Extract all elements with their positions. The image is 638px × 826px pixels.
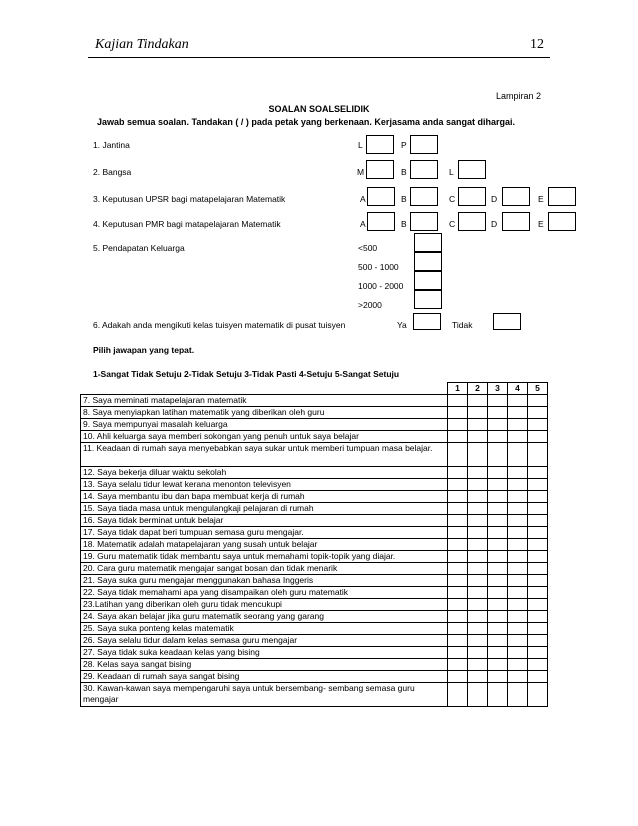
rating-cell-5[interactable] <box>528 443 548 467</box>
rating-cell-4[interactable] <box>508 599 528 611</box>
statement-cell: 14. Saya membantu ibu dan bapa membuat kerja di rumah <box>81 491 448 503</box>
rating-cell-5[interactable] <box>528 611 548 623</box>
rating-cell-2[interactable] <box>468 671 488 683</box>
q3-checkbox-e[interactable] <box>548 187 576 206</box>
q4-option-b: B <box>401 219 407 229</box>
rating-cell-1[interactable] <box>448 587 468 599</box>
q4-option-c: C <box>449 219 456 229</box>
rating-cell-4[interactable] <box>508 419 528 431</box>
statement-cell: 9. Saya mempunyai masalah keluarga <box>81 419 448 431</box>
rating-cell-5[interactable] <box>528 587 548 599</box>
q4-checkbox-e[interactable] <box>548 212 576 231</box>
rating-cell-5[interactable] <box>528 599 548 611</box>
table-row <box>81 623 548 635</box>
rating-cell-4[interactable] <box>508 395 528 407</box>
statement-cell: 22. Saya tidak memahami apa yang disampaikan oleh guru matematik <box>81 587 448 599</box>
rating-cell-1[interactable] <box>448 515 468 527</box>
rating-cell-1[interactable] <box>448 419 468 431</box>
rating-cell-2[interactable] <box>468 659 488 671</box>
q6-label: 6. Adakah anda mengikuti kelas tuisyen matematik di pusat tuisyen <box>93 320 346 330</box>
q2-checkbox-b[interactable] <box>410 160 438 179</box>
statement-cell: 24. Saya akan belajar jika guru matematik seorang yang garang <box>81 611 448 623</box>
rating-cell-5[interactable] <box>528 527 548 539</box>
rating-cell-2[interactable] <box>468 443 488 467</box>
rating-cell-2[interactable] <box>468 539 488 551</box>
rating-cell-5[interactable] <box>528 551 548 563</box>
table-row <box>81 647 548 659</box>
q5-option-2: 500 - 1000 <box>358 262 399 272</box>
table-row <box>81 611 548 623</box>
rating-cell-2[interactable] <box>468 503 488 515</box>
rating-cell-1[interactable] <box>448 479 468 491</box>
rating-cell-1[interactable] <box>448 503 468 515</box>
rating-cell-5[interactable] <box>528 659 548 671</box>
rating-cell-2[interactable] <box>468 683 488 707</box>
likert-header-blank <box>81 383 448 395</box>
rating-cell-3[interactable] <box>488 419 508 431</box>
rating-cell-1[interactable] <box>448 491 468 503</box>
statement-cell: 30. Kawan-kawan saya mempengaruhi saya untuk bersembang- sembang semasa guru mengajar <box>81 683 448 707</box>
rating-cell-3[interactable] <box>488 431 508 443</box>
table-row <box>81 503 548 515</box>
rating-cell-4[interactable] <box>508 527 528 539</box>
rating-cell-1[interactable] <box>448 647 468 659</box>
statement-cell: 18. Matematik adalah matapelajaran yang susah untuk belajar <box>81 539 448 551</box>
rating-cell-5[interactable] <box>528 479 548 491</box>
rating-cell-4[interactable] <box>508 467 528 479</box>
rating-cell-4[interactable] <box>508 407 528 419</box>
rating-cell-2[interactable] <box>468 575 488 587</box>
q3-option-b: B <box>401 194 407 204</box>
survey-instruction: Jawab semua soalan. Tandakan ( / ) pada petak yang berkenaan. Kerjasama anda sangat dihargai. <box>97 117 515 127</box>
q3-option-a: A <box>360 194 366 204</box>
header-title: Kajian Tindakan <box>95 37 189 52</box>
rating-cell-1[interactable] <box>448 551 468 563</box>
q4-checkbox-a[interactable] <box>367 212 395 231</box>
statement-cell: 23.Latihan yang diberikan oleh guru tidak mencukupi <box>81 599 448 611</box>
rating-cell-4[interactable] <box>508 575 528 587</box>
likert-prompt: Pilih jawapan yang tepat. <box>93 345 195 355</box>
q1-option-l: L <box>358 140 363 150</box>
q5-option-4: >2000 <box>358 300 382 310</box>
rating-cell-3[interactable] <box>488 575 508 587</box>
rating-cell-3[interactable] <box>488 515 508 527</box>
table-row <box>81 431 548 443</box>
rating-cell-4[interactable] <box>508 539 528 551</box>
likert-col-2: 2 <box>468 383 488 395</box>
q4-label: 4. Keputusan PMR bagi matapelajaran Matematik <box>93 219 281 229</box>
q4-option-d: D <box>491 219 498 229</box>
q4-option-e: E <box>538 219 544 229</box>
rating-cell-4[interactable] <box>508 503 528 515</box>
rating-cell-4[interactable] <box>508 635 528 647</box>
table-row <box>81 659 548 671</box>
rating-cell-1[interactable] <box>448 443 468 467</box>
q3-option-e: E <box>538 194 544 204</box>
likert-col-3: 3 <box>488 383 508 395</box>
q5-checkbox-2[interactable] <box>414 252 442 271</box>
rating-cell-3[interactable] <box>488 599 508 611</box>
header-divider <box>88 57 550 58</box>
likert-col-5: 5 <box>528 383 548 395</box>
statement-cell: 28. Kelas saya sangat bising <box>81 659 448 671</box>
rating-cell-3[interactable] <box>488 623 508 635</box>
statement-cell: 27. Saya tidak suka keadaan kelas yang bising <box>81 647 448 659</box>
table-row <box>81 635 548 647</box>
rating-cell-2[interactable] <box>468 419 488 431</box>
q4-checkbox-c[interactable] <box>458 212 486 231</box>
rating-cell-3[interactable] <box>488 527 508 539</box>
rating-cell-1[interactable] <box>448 611 468 623</box>
rating-cell-5[interactable] <box>528 647 548 659</box>
rating-cell-5[interactable] <box>528 539 548 551</box>
rating-cell-3[interactable] <box>488 635 508 647</box>
table-row <box>81 587 548 599</box>
rating-cell-2[interactable] <box>468 551 488 563</box>
rating-cell-4[interactable] <box>508 671 528 683</box>
rating-cell-3[interactable] <box>488 611 508 623</box>
q3-checkbox-c[interactable] <box>458 187 486 206</box>
likert-scale-legend: 1-Sangat Tidak Setuju 2-Tidak Setuju 3-Tidak Pasti 4-Setuju 5-Sangat Setuju <box>93 369 400 379</box>
rating-cell-4[interactable] <box>508 491 528 503</box>
q6-checkbox-ya[interactable] <box>413 313 441 330</box>
rating-cell-1[interactable] <box>448 563 468 575</box>
table-row <box>81 515 548 527</box>
rating-cell-5[interactable] <box>528 515 548 527</box>
rating-cell-4[interactable] <box>508 659 528 671</box>
rating-cell-5[interactable] <box>528 431 548 443</box>
q5-option-1: <500 <box>358 243 378 253</box>
q5-checkbox-1[interactable] <box>414 233 442 252</box>
rating-cell-2[interactable] <box>468 491 488 503</box>
rating-cell-4[interactable] <box>508 443 528 467</box>
rating-cell-4[interactable] <box>508 515 528 527</box>
table-row <box>81 491 548 503</box>
table-row <box>81 671 548 683</box>
q2-label: 2. Bangsa <box>93 167 132 177</box>
q2-checkbox-l[interactable] <box>458 160 486 179</box>
table-row <box>81 599 548 611</box>
table-row <box>81 479 548 491</box>
rating-cell-3[interactable] <box>488 395 508 407</box>
q4-checkbox-d[interactable] <box>502 212 530 231</box>
table-row <box>81 575 548 587</box>
statement-cell: 19. Guru matematik tidak membantu saya untuk memahami topik-topik yang diajar. <box>81 551 448 563</box>
q2-checkbox-m[interactable] <box>366 160 394 179</box>
q3-label: 3. Keputusan UPSR bagi matapelajaran Matematik <box>93 194 286 204</box>
rating-cell-2[interactable] <box>468 563 488 575</box>
table-row <box>81 683 548 707</box>
rating-cell-4[interactable] <box>508 479 528 491</box>
rating-cell-1[interactable] <box>448 527 468 539</box>
statement-cell: 11. Keadaan di rumah saya menyebabkan saya sukar untuk memberi tumpuan masa belajar. <box>81 443 448 467</box>
rating-cell-3[interactable] <box>488 503 508 515</box>
rating-cell-5[interactable] <box>528 623 548 635</box>
rating-cell-3[interactable] <box>488 407 508 419</box>
rating-cell-4[interactable] <box>508 683 528 707</box>
q4-option-a: A <box>360 219 366 229</box>
q6-option-tidak: Tidak <box>452 320 473 330</box>
rating-cell-3[interactable] <box>488 671 508 683</box>
table-row <box>81 563 548 575</box>
rating-cell-2[interactable] <box>468 407 488 419</box>
rating-cell-3[interactable] <box>488 443 508 467</box>
page-number: 12 <box>530 37 544 52</box>
rating-cell-3[interactable] <box>488 563 508 575</box>
rating-cell-1[interactable] <box>448 599 468 611</box>
statement-cell: 17. Saya tidak dapat beri tumpuan semasa guru mengajar. <box>81 527 448 539</box>
rating-cell-3[interactable] <box>488 587 508 599</box>
table-row <box>81 551 548 563</box>
rating-cell-3[interactable] <box>488 491 508 503</box>
rating-cell-3[interactable] <box>488 659 508 671</box>
rating-cell-1[interactable] <box>448 659 468 671</box>
table-row <box>81 527 548 539</box>
table-row <box>81 419 548 431</box>
rating-cell-3[interactable] <box>488 551 508 563</box>
rating-cell-5[interactable] <box>528 671 548 683</box>
statement-cell: 7. Saya meminati matapelajaran matematik <box>81 395 448 407</box>
q5-option-3: 1000 - 2000 <box>358 281 404 291</box>
q6-checkbox-tidak[interactable] <box>493 313 521 330</box>
rating-cell-2[interactable] <box>468 611 488 623</box>
rating-cell-3[interactable] <box>488 539 508 551</box>
rating-cell-2[interactable] <box>468 467 488 479</box>
q1-label: 1. Jantina <box>93 140 130 150</box>
rating-cell-1[interactable] <box>448 671 468 683</box>
q3-option-d: D <box>491 194 498 204</box>
rating-cell-1[interactable] <box>448 635 468 647</box>
likert-table <box>80 382 548 707</box>
rating-cell-2[interactable] <box>468 479 488 491</box>
rating-cell-4[interactable] <box>508 587 528 599</box>
statement-cell: 21. Saya suka guru mengajar menggunakan bahasa Inggeris <box>81 575 448 587</box>
rating-cell-5[interactable] <box>528 491 548 503</box>
likert-col-1: 1 <box>448 383 468 395</box>
rating-cell-3[interactable] <box>488 467 508 479</box>
rating-cell-1[interactable] <box>448 395 468 407</box>
rating-cell-2[interactable] <box>468 527 488 539</box>
statement-cell: 15. Saya tiada masa untuk mengulangkaji pelajaran di rumah <box>81 503 448 515</box>
survey-title: SOALAN SOALSELIDIK <box>268 104 370 114</box>
statement-cell: 12. Saya bekerja diluar waktu sekolah <box>81 467 448 479</box>
rating-cell-5[interactable] <box>528 575 548 587</box>
rating-cell-4[interactable] <box>508 551 528 563</box>
rating-cell-1[interactable] <box>448 623 468 635</box>
rating-cell-5[interactable] <box>528 395 548 407</box>
rating-cell-1[interactable] <box>448 683 468 707</box>
rating-cell-1[interactable] <box>448 539 468 551</box>
q1-checkbox-l[interactable] <box>366 135 394 154</box>
statement-cell: 29. Keadaan di rumah saya sangat bising <box>81 671 448 683</box>
q1-checkbox-p[interactable] <box>410 135 438 154</box>
rating-cell-4[interactable] <box>508 431 528 443</box>
q1-option-p: P <box>401 140 407 150</box>
rating-cell-5[interactable] <box>528 467 548 479</box>
rating-cell-5[interactable] <box>528 683 548 707</box>
q5-checkbox-3[interactable] <box>414 271 442 290</box>
rating-cell-2[interactable] <box>468 395 488 407</box>
table-row <box>81 407 548 419</box>
rating-cell-4[interactable] <box>508 623 528 635</box>
rating-cell-1[interactable] <box>448 407 468 419</box>
rating-cell-4[interactable] <box>508 563 528 575</box>
q3-checkbox-d[interactable] <box>502 187 530 206</box>
likert-col-4: 4 <box>508 383 528 395</box>
rating-cell-5[interactable] <box>528 419 548 431</box>
q6-option-ya: Ya <box>397 320 407 330</box>
q2-option-b: B <box>401 167 407 177</box>
q3-option-c: C <box>449 194 456 204</box>
rating-cell-1[interactable] <box>448 431 468 443</box>
rating-cell-2[interactable] <box>468 515 488 527</box>
statement-cell: 8. Saya menyiapkan latihan matematik yang diberikan oleh guru <box>81 407 448 419</box>
statement-cell: 10. Ahli keluarga saya memberi sokongan yang penuh untuk saya belajar <box>81 431 448 443</box>
table-row <box>81 443 548 467</box>
statement-cell: 16. Saya tidak berminat untuk belajar <box>81 515 448 527</box>
rating-cell-2[interactable] <box>468 623 488 635</box>
rating-cell-3[interactable] <box>488 479 508 491</box>
q2-option-l: L <box>449 167 454 177</box>
rating-cell-5[interactable] <box>528 635 548 647</box>
rating-cell-2[interactable] <box>468 647 488 659</box>
statement-cell: 25. Saya suka ponteng kelas matematik <box>81 623 448 635</box>
q4-checkbox-b[interactable] <box>410 212 438 231</box>
table-row <box>81 395 548 407</box>
rating-cell-2[interactable] <box>468 587 488 599</box>
appendix-label: Lampiran 2 <box>496 91 542 101</box>
rating-cell-1[interactable] <box>448 467 468 479</box>
q5-label: 5. Pendapatan Keluarga <box>93 243 185 253</box>
rating-cell-2[interactable] <box>468 599 488 611</box>
statement-cell: 13. Saya selalu tidur lewat kerana menonton televisyen <box>81 479 448 491</box>
table-row <box>81 467 548 479</box>
rating-cell-2[interactable] <box>468 635 488 647</box>
rating-cell-4[interactable] <box>508 611 528 623</box>
rating-cell-3[interactable] <box>488 683 508 707</box>
rating-cell-3[interactable] <box>488 647 508 659</box>
rating-cell-5[interactable] <box>528 503 548 515</box>
statement-cell: 20. Cara guru matematik mengajar sangat bosan dan tidak menarik <box>81 563 448 575</box>
q3-checkbox-b[interactable] <box>410 187 438 206</box>
q3-checkbox-a[interactable] <box>367 187 395 206</box>
rating-cell-2[interactable] <box>468 431 488 443</box>
likert-header-row <box>81 383 548 395</box>
rating-cell-1[interactable] <box>448 575 468 587</box>
table-row <box>81 539 548 551</box>
rating-cell-5[interactable] <box>528 563 548 575</box>
rating-cell-5[interactable] <box>528 407 548 419</box>
rating-cell-4[interactable] <box>508 647 528 659</box>
q5-checkbox-4[interactable] <box>414 290 442 309</box>
statement-cell: 26. Saya selalu tidur dalam kelas semasa guru mengajar <box>81 635 448 647</box>
q2-option-m: M <box>357 167 365 177</box>
